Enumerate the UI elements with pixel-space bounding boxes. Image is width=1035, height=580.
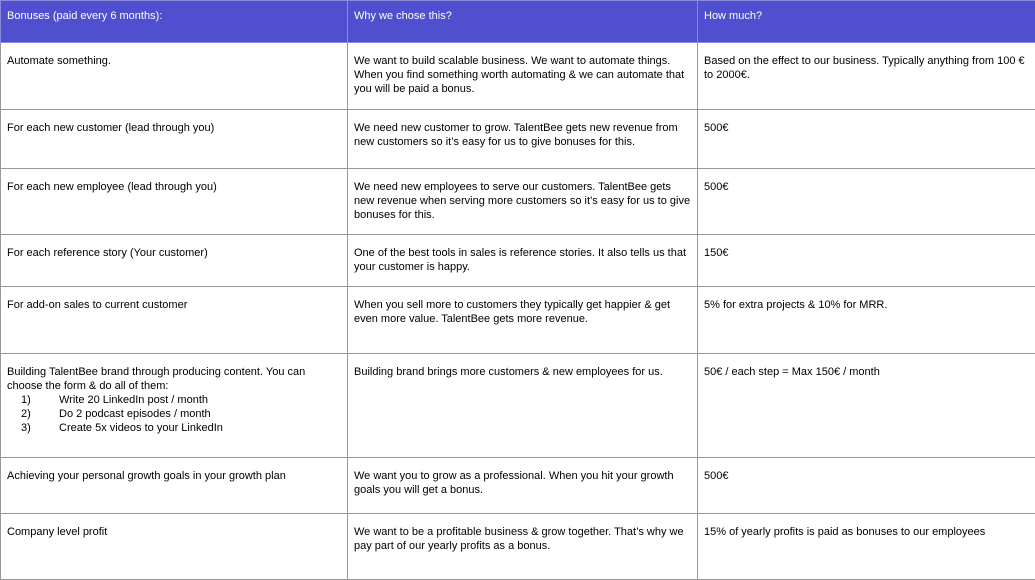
table-row [1, 514, 1035, 580]
header-bonuses: Bonuses (paid every 6 months): [1, 1, 348, 43]
why-cell: One of the best tools in sales is reference stories. It also tells us that your customer is happy. [348, 235, 698, 287]
list-number: 2) [21, 408, 31, 420]
bonus-cell [1, 354, 348, 458]
table-row [1, 110, 1035, 169]
header-how-much: How much? [698, 1, 1035, 43]
list-item [7, 421, 341, 435]
bonus-cell: For each new customer (lead through you) [1, 110, 348, 169]
list-item [7, 393, 341, 407]
amount-cell: 150€ [698, 235, 1035, 287]
table-row [1, 458, 1035, 514]
amount-cell: 500€ [698, 458, 1035, 514]
header-row [1, 1, 1035, 43]
table-row [1, 287, 1035, 354]
list-number: 1) [21, 394, 31, 406]
header-why: Why we chose this? [348, 1, 698, 43]
bonus-cell: For each reference story (Your customer) [1, 235, 348, 287]
list-number: 3) [21, 422, 31, 434]
why-cell: We want to build scalable business. We want to automate things. When you find something worth automating & we can automate that you will be paid a bonus. [348, 43, 698, 110]
amount-cell: 15% of yearly profits is paid as bonuses to our employees [698, 514, 1035, 580]
why-cell: We need new customer to grow. TalentBee gets new revenue from new customers so it’s easy for us to give bonuses for this. [348, 110, 698, 169]
bonus-cell: For add-on sales to current customer [1, 287, 348, 354]
why-cell: We want to be a profitable business & grow together. That’s why we pay part of our yearly profits as a bonus. [348, 514, 698, 580]
why-cell: Building brand brings more customers & new employees for us. [348, 354, 698, 458]
amount-cell: 500€ [698, 110, 1035, 169]
amount-cell: 500€ [698, 169, 1035, 235]
bonus-text: Building TalentBee brand through producing content. You can choose the form & do all of them: [7, 366, 306, 392]
content-options-list [7, 393, 341, 435]
table-row [1, 235, 1035, 287]
list-text: Create 5x videos to your LinkedIn [59, 422, 223, 434]
bonus-cell: For each new employee (lead through you) [1, 169, 348, 235]
table-row [1, 43, 1035, 110]
list-text: Do 2 podcast episodes / month [59, 408, 211, 420]
amount-cell: Based on the effect to our business. Typically anything from 100 € to 2000€. [698, 43, 1035, 110]
why-cell: We need new employees to serve our customers. TalentBee gets new revenue when serving more customers so it’s easy for us to give bonuses for this. [348, 169, 698, 235]
amount-cell: 50€ / each step = Max 150€ / month [698, 354, 1035, 458]
bonus-cell: Achieving your personal growth goals in your growth plan [1, 458, 348, 514]
table-row [1, 354, 1035, 458]
bonus-cell: Automate something. [1, 43, 348, 110]
list-item [7, 407, 341, 421]
list-text: Write 20 LinkedIn post / month [59, 394, 208, 406]
bonus-cell: Company level profit [1, 514, 348, 580]
table-row [1, 169, 1035, 235]
amount-cell: 5% for extra projects & 10% for MRR. [698, 287, 1035, 354]
why-cell: We want you to grow as a professional. When you hit your growth goals you will get a bonus. [348, 458, 698, 514]
why-cell: When you sell more to customers they typically get happier & get even more value. TalentBee gets more revenue. [348, 287, 698, 354]
